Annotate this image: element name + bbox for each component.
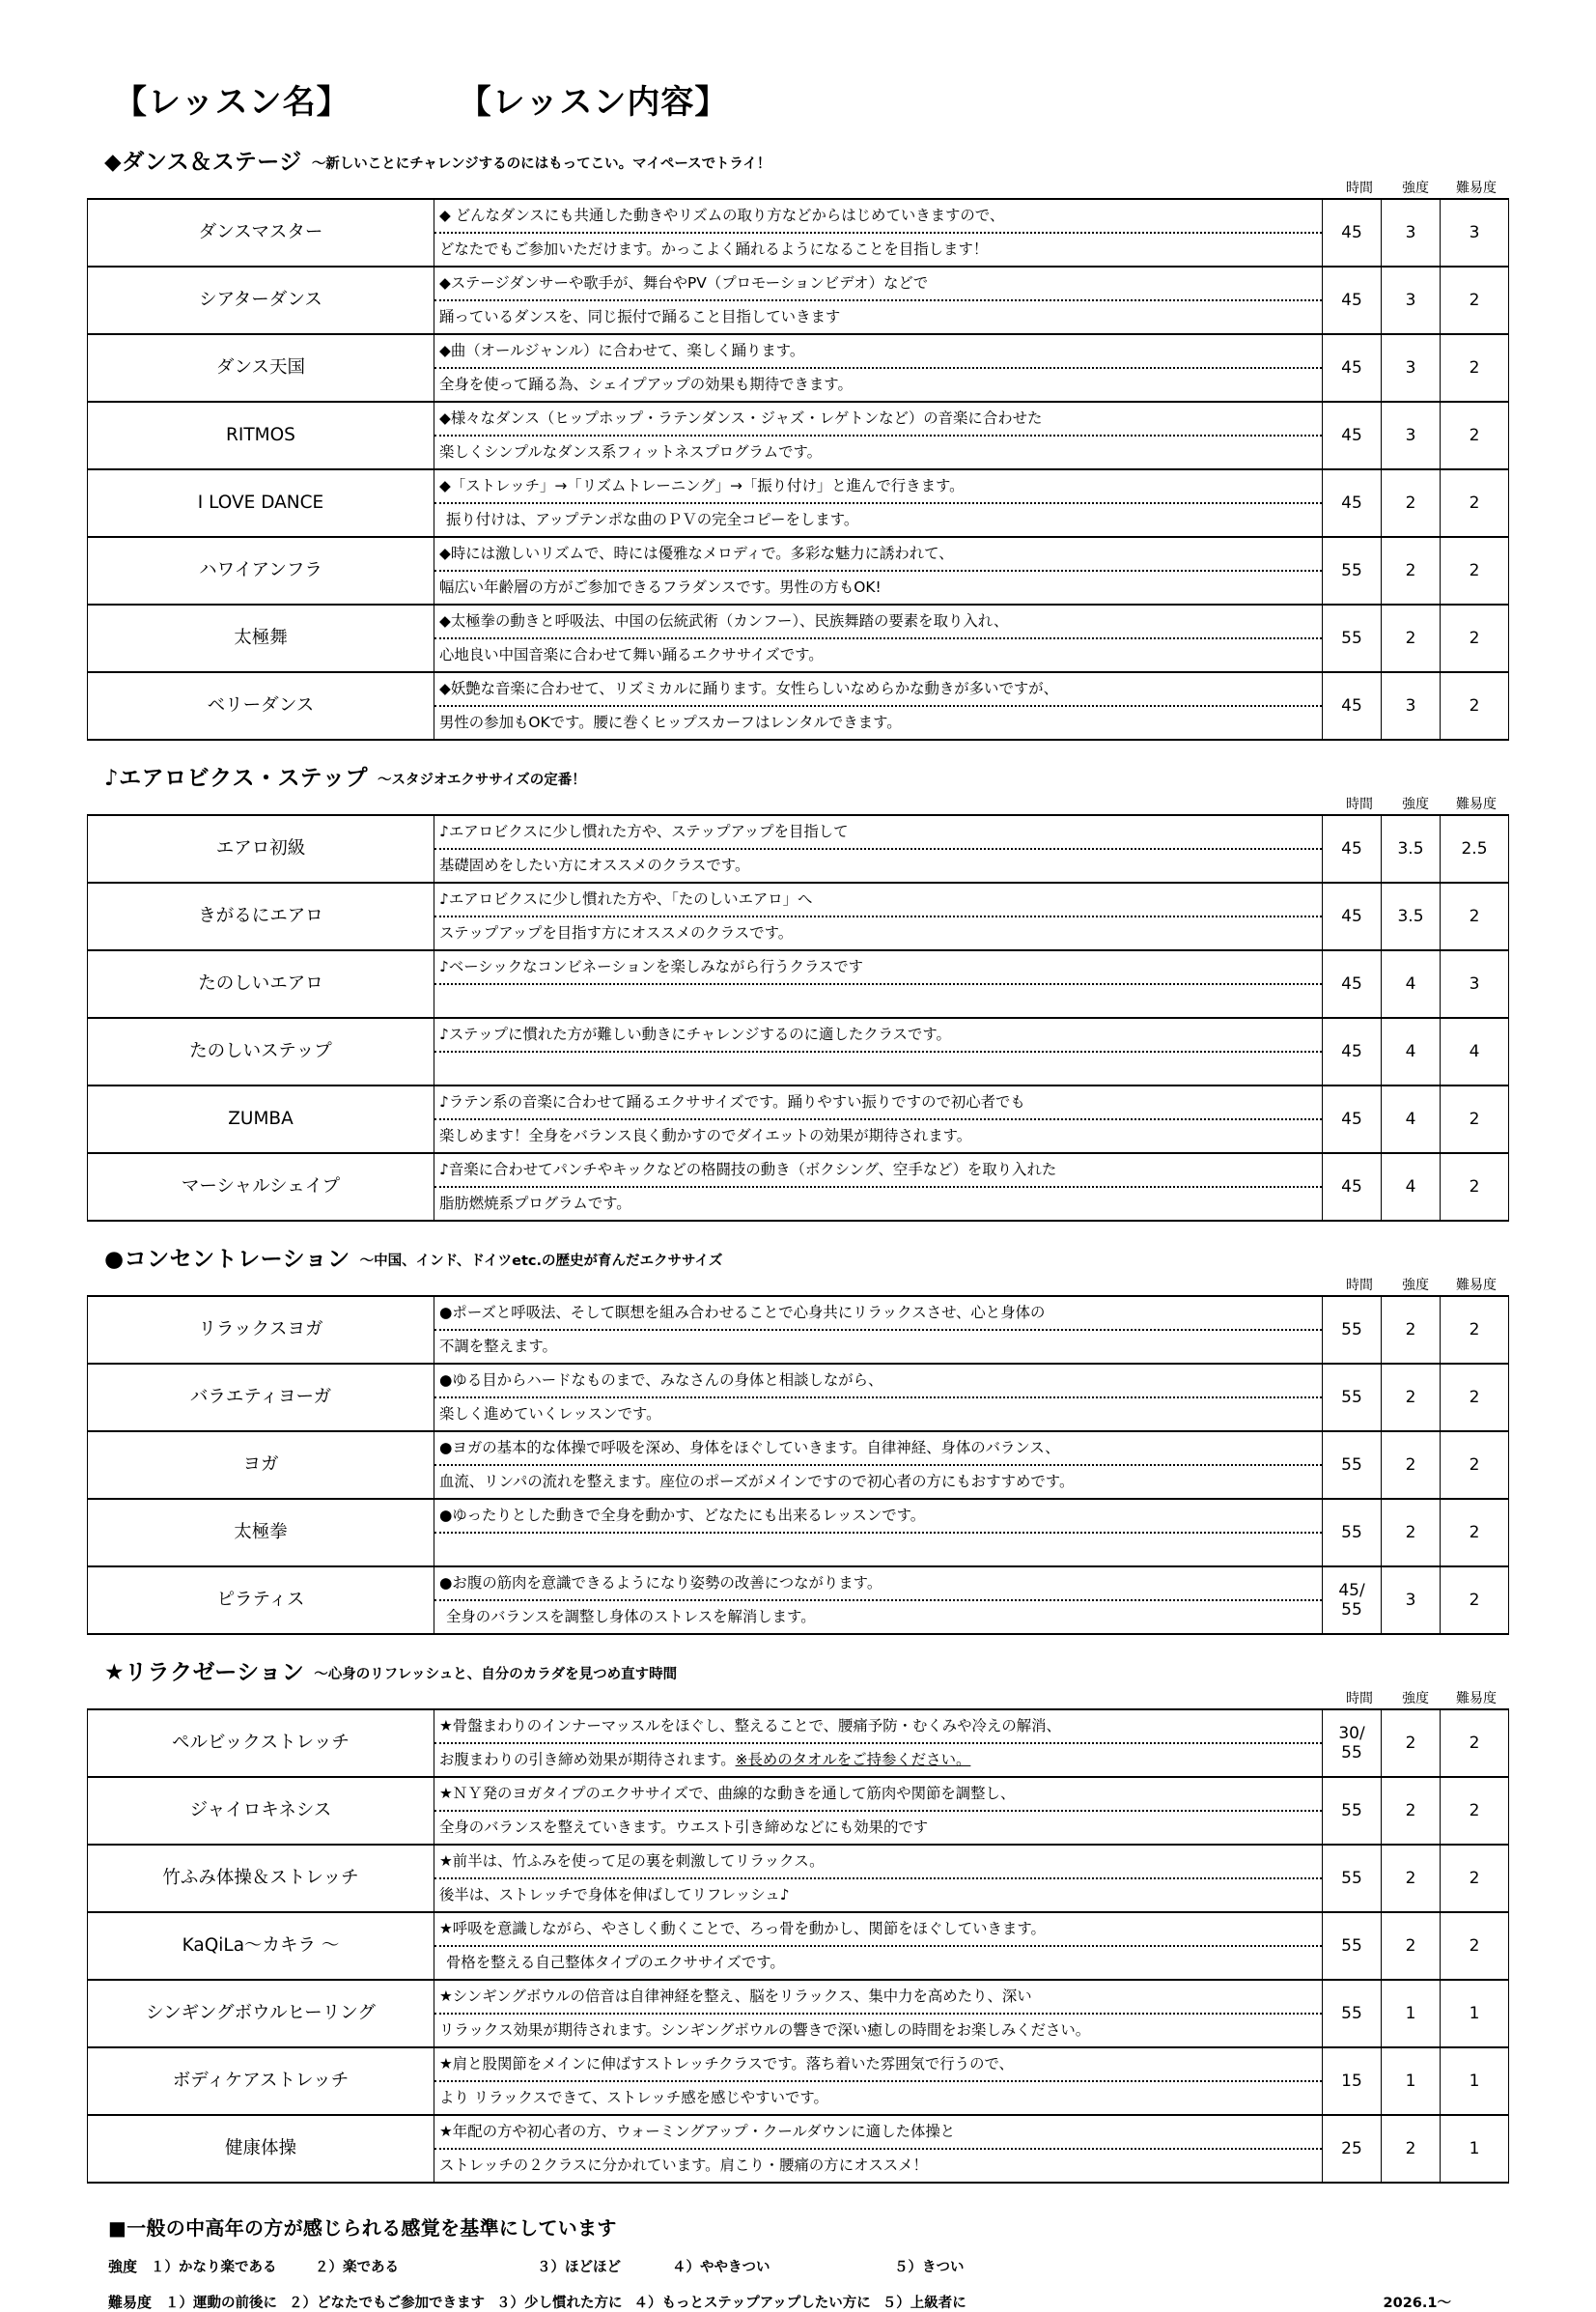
- lesson-name-cell: ボディケアストレッチ: [88, 2047, 434, 2115]
- column-header-strip: [87, 794, 1509, 813]
- time-cell: 30/ 55: [1323, 1709, 1382, 1777]
- intensity-item-3: ３）ほどほど: [537, 2260, 622, 2275]
- intensity-cell: 3.5: [1382, 883, 1441, 950]
- description-line-2: 血流、リンパの流れを整えます。座位のポーズがメインですので初心者の方にもおすすめです。: [439, 1473, 1075, 1490]
- column-header-time: 時間: [1346, 1278, 1373, 1293]
- table-row: [88, 1018, 1509, 1086]
- description-line-2: 全身を使って踊る為、シェイプアップの効果も期待できます。: [439, 376, 853, 393]
- intensity-cell: 3: [1382, 199, 1441, 267]
- lesson-description-cell: [434, 537, 1323, 605]
- description-line-1: ★呼吸を意識しながら、やさしく動くことで、ろっ骨を動かし、関節をほぐしていきます。: [434, 1913, 1322, 1947]
- intensity-cell: 2: [1382, 1912, 1441, 1980]
- description-line-2: [434, 985, 1322, 1017]
- description-line-2: [434, 1744, 1322, 1776]
- intensity-cell: 3: [1382, 267, 1441, 334]
- table-row: [88, 402, 1509, 469]
- difficulty-cell: 2: [1441, 605, 1509, 672]
- description-line-1: ♪ステップに慣れた方が難しい動きにチャレンジするのに適したクラスです。: [434, 1019, 1322, 1053]
- lesson-name-cell: 太極拳: [88, 1499, 434, 1566]
- table-row: [88, 1499, 1509, 1566]
- description-line-2: 心地良い中国音楽に合わせて舞い踊るエクササイズです。: [439, 646, 824, 663]
- lesson-description-cell: [434, 1153, 1323, 1221]
- column-header-time: 時間: [1346, 1691, 1373, 1706]
- intensity-cell: 4: [1382, 1018, 1441, 1086]
- description-line-1: ★ＮＹ発のヨガタイプのエクササイズで、曲線的な動きを通して筋肉や関節を調整し、: [434, 1778, 1322, 1812]
- time-cell: 45: [1323, 672, 1382, 740]
- difficulty-cell: 1: [1441, 1980, 1509, 2047]
- lesson-description-cell: [434, 1431, 1323, 1499]
- time-cell: 45: [1323, 402, 1382, 469]
- time-cell: 55: [1323, 537, 1382, 605]
- column-header-time: 時間: [1346, 181, 1373, 196]
- description-line-1: ●ゆったりとした動きで全身を動かす、どなたにも出来るレッスンです。: [434, 1500, 1322, 1534]
- time-cell: 55: [1323, 1912, 1382, 1980]
- description-line-1: ♪エアロビクスに少し慣れた方や、ステップアップを目指して: [434, 816, 1322, 850]
- intensity-cell: 3: [1382, 334, 1441, 402]
- description-line-2: 骨格を整える自己整体タイプのエクササイズです。: [446, 1954, 785, 1971]
- section-heading: [87, 760, 1509, 792]
- description-line-1: ◆ステージダンサーや歌手が、舞台やPV（プロモーションビデオ）などで: [434, 268, 1322, 301]
- difficulty-cell: 2: [1441, 469, 1509, 537]
- lesson-description-cell: [434, 815, 1323, 883]
- description-line-2: 振り付けは、アップテンポな曲のＰＶの完全コピーをします。: [446, 511, 859, 528]
- difficulty-cell: 2: [1441, 1566, 1509, 1634]
- lesson-name-cell: ハワイアンフラ: [88, 537, 434, 605]
- table-row: [88, 1912, 1509, 1980]
- table-row: [88, 334, 1509, 402]
- table-row: [88, 2047, 1509, 2115]
- lesson-name-cell: I LOVE DANCE: [88, 469, 434, 537]
- lesson-name-cell: きがるにエアロ: [88, 883, 434, 950]
- difficulty-cell: 2.5: [1461, 838, 1488, 859]
- intensity-cell: 2: [1382, 469, 1441, 537]
- table-row: [88, 1709, 1509, 1777]
- lesson-description-cell: [434, 1845, 1323, 1912]
- lesson-name-cell: マーシャルシェイプ: [88, 1153, 434, 1221]
- lesson-name-cell: 太極舞: [88, 605, 434, 672]
- column-header-intensity: 強度: [1402, 1691, 1429, 1706]
- time-cell: 45: [1323, 815, 1382, 883]
- description-line-2: 脂肪燃焼系プログラムです。: [439, 1195, 631, 1212]
- difficulty-cell: 1: [1441, 2047, 1509, 2115]
- lesson-name-cell: ダンスマスター: [88, 199, 434, 267]
- description-line-2: ステップアップを目指す方にオススメのクラスです。: [439, 924, 794, 942]
- revision-date: 2026.1～: [1383, 2296, 1451, 2311]
- lesson-description-cell: [434, 1709, 1323, 1777]
- lesson-name-cell: 健康体操: [88, 2115, 434, 2183]
- description-line-1: ♪ベーシックなコンビネーションを楽しみながら行うクラスです: [434, 951, 1322, 985]
- description-line-1: ●ゆる目からハードなものまで、みなさんの身体と相談しながら、: [434, 1365, 1322, 1398]
- intensity-cell: 4: [1382, 1153, 1441, 1221]
- difficulty-item-1: １）運動の前後に: [165, 2296, 278, 2311]
- description-line-2: 後半は、ストレッチで身体を伸ばしてリフレッシュ♪: [439, 1886, 790, 1903]
- section-heading: [87, 1654, 1509, 1686]
- lesson-name-cell: シンギングボウルヒーリング: [88, 1980, 434, 2047]
- lesson-name-cell: ペルビックストレッチ: [88, 1709, 434, 1777]
- table-row: [88, 537, 1509, 605]
- intensity-legend-label: 強度: [108, 2258, 138, 2275]
- time-cell: 45: [1323, 1086, 1382, 1153]
- difficulty-cell: 2: [1441, 1086, 1509, 1153]
- lesson-table: [87, 198, 1509, 741]
- lesson-description-cell: [434, 1296, 1323, 1364]
- description-line-1: ●ヨガの基本的な体操で呼吸を深め、身体をほぐしていきます。自律神経、身体のバランス、: [434, 1432, 1322, 1466]
- time-cell: 45/ 55: [1323, 1566, 1382, 1634]
- footer-legend: [87, 2213, 1509, 2312]
- time-cell: 15: [1323, 2047, 1382, 2115]
- lesson-description-cell: [434, 267, 1323, 334]
- sections-container: [87, 144, 1509, 2184]
- difficulty-item-2: ２）どなたでもご参加できます: [289, 2296, 486, 2311]
- table-row: [88, 672, 1509, 740]
- description-line-1: ★シンギングボウルの倍音は自律神経を整え、脳をリラックス、集中力を高めたり、深い: [434, 1981, 1322, 2015]
- time-cell: 55: [1323, 1364, 1382, 1431]
- intensity-cell: 2: [1382, 1431, 1441, 1499]
- time-cell: 45: [1323, 883, 1382, 950]
- intensity-cell: 2: [1382, 1499, 1441, 1566]
- section-heading: [87, 144, 1509, 176]
- intensity-cell: 2: [1382, 605, 1441, 672]
- time-cell: 45: [1323, 1018, 1382, 1086]
- difficulty-cell: 2: [1469, 1319, 1480, 1339]
- table-row: [88, 883, 1509, 950]
- section-title: ♪エアロビクス・ステップ: [104, 766, 368, 791]
- description-line-2: 楽しくシンプルなダンス系フィットネスプログラムです。: [439, 443, 823, 461]
- intensity-cell: 2: [1382, 2115, 1441, 2183]
- intensity-cell: 2: [1382, 1777, 1441, 1845]
- difficulty-cell: 2: [1469, 1733, 1480, 1753]
- table-row: [88, 267, 1509, 334]
- time-cell: 55: [1323, 1777, 1382, 1845]
- time-cell: 55: [1323, 1296, 1382, 1364]
- lesson-name-cell: 竹ふみ体操＆ストレッチ: [88, 1845, 434, 1912]
- column-header-intensity: 強度: [1402, 797, 1429, 812]
- lesson-description-cell: [434, 1566, 1323, 1634]
- difficulty-cell: 2: [1441, 267, 1509, 334]
- intensity-item-1: １）かなり楽である: [151, 2260, 277, 2275]
- column-header-difficulty: 難易度: [1456, 1278, 1497, 1293]
- lesson-name-cell: ダンス天国: [88, 334, 434, 402]
- description-line-2: ストレッチの２クラスに分かれています。肩こり・腰痛の方にオススメ！: [439, 2157, 928, 2174]
- lesson-name-cell: バラエティヨーガ: [88, 1364, 434, 1431]
- lesson-description-cell: [434, 1912, 1323, 1980]
- time-cell: 55: [1323, 1845, 1382, 1912]
- description-line-1: ★前半は、竹ふみを使って足の裏を刺激してリラックス。: [434, 1846, 1322, 1879]
- intensity-cell: 3: [1382, 402, 1441, 469]
- lesson-description-cell: [434, 1499, 1323, 1566]
- intensity-cell: 2: [1382, 1296, 1441, 1364]
- description-note-underlined: ※長めのタオルをご持参ください。: [735, 1751, 971, 1768]
- difficulty-item-5: ５）上級者に: [882, 2296, 966, 2311]
- description-line-1: ★骨盤まわりのインナーマッスルをほぐし、整えることで、腰痛予防・むくみや冷えの解消、: [434, 1710, 1322, 1744]
- lesson-section: [87, 1654, 1509, 2184]
- lesson-name-cell: KaQiLa～カキラ ～: [88, 1912, 434, 1980]
- table-row: [88, 1980, 1509, 2047]
- lesson-description-cell: [434, 1086, 1323, 1153]
- lesson-name-cell: ヨガ: [88, 1431, 434, 1499]
- section-heading: [87, 1241, 1509, 1273]
- table-row: [88, 1566, 1509, 1634]
- description-line-1: ♪音楽に合わせてパンチやキックなどの格闘技の動き（ボクシング、空手など）を取り入れた: [434, 1154, 1322, 1188]
- lesson-name-cell: リラックスヨガ: [88, 1296, 434, 1364]
- description-line-2: 楽しく進めていくレッスンです。: [439, 1405, 661, 1423]
- lesson-name-cell: RITMOS: [88, 402, 434, 469]
- description-line-2-text: お腹まわりの引き締め効果が期待されます。: [439, 1751, 736, 1768]
- description-line-1: ★肩と股関節をメインに伸ばすストレッチクラスです。落ち着いた雰囲気で行うので、: [434, 2048, 1322, 2082]
- description-line-2: 幅広い年齢層の方がご参加できるフラダンスです。男性の方もOK!: [439, 578, 882, 596]
- description-line-2: [434, 1053, 1322, 1085]
- intensity-cell: 2: [1382, 1364, 1441, 1431]
- description-line-2: [434, 1534, 1322, 1565]
- time-cell: 45: [1323, 1153, 1382, 1221]
- lesson-name-cell: ZUMBA: [88, 1086, 434, 1153]
- intensity-item-2: ２）楽である: [315, 2260, 400, 2275]
- column-header-strip: [87, 178, 1509, 197]
- column-header-intensity: 強度: [1402, 1278, 1429, 1293]
- lesson-name-title: 【レッスン名】: [114, 83, 350, 122]
- description-line-1: ◆様々なダンス（ヒップホップ・ラテンダンス・ジャズ・レゲトンなど）の音楽に合わせた: [434, 403, 1322, 437]
- lesson-name-cell: シアターダンス: [88, 267, 434, 334]
- description-line-1: ★年配の方や初心者の方、ウォーミングアップ・クールダウンに適した体操と: [434, 2116, 1322, 2150]
- lesson-name-cell: たのしいステップ: [88, 1018, 434, 1086]
- lesson-section: [87, 1241, 1509, 1635]
- difficulty-cell: 2: [1441, 1777, 1509, 1845]
- section-title: ★リラクゼーション: [104, 1660, 305, 1685]
- time-cell: 45: [1323, 469, 1382, 537]
- table-row: [88, 950, 1509, 1018]
- description-line-1: ◆時には激しいリズムで、時には優雅なメロディで。多彩な魅力に誘われて、: [434, 538, 1322, 572]
- lesson-description-cell: [434, 334, 1323, 402]
- difficulty-legend-row: [108, 2292, 1509, 2312]
- description-line-2: より リラックスできて、ストレッチ感を感じやすいです。: [439, 2089, 828, 2106]
- description-line-2: 全身のバランスを調整し身体のストレスを解消します。: [446, 1608, 816, 1625]
- difficulty-legend-label: 難易度: [108, 2294, 153, 2311]
- table-row: [88, 1845, 1509, 1912]
- difficulty-cell: 3: [1469, 222, 1480, 242]
- table-row: [88, 1086, 1509, 1153]
- lesson-description-cell: [434, 469, 1323, 537]
- description-line-1: ◆「ストレッチ」→「リズムトレーニング」→「振り付け」と進んで行きます。: [434, 470, 1322, 504]
- time-cell: 45: [1323, 267, 1382, 334]
- lesson-description-cell: [434, 1980, 1323, 2047]
- intensity-cell: 3.5: [1382, 815, 1441, 883]
- description-line-2: どなたでもご参加いただけます。かっこよく踊れるようになることを目指します！: [439, 240, 989, 258]
- lesson-table: [87, 1708, 1509, 2184]
- lesson-name-cell: ベリーダンス: [88, 672, 434, 740]
- difficulty-cell: 2: [1441, 402, 1509, 469]
- lesson-content-title: 【レッスン内容】: [458, 83, 729, 122]
- table-row: [88, 1431, 1509, 1499]
- difficulty-cell: 2: [1441, 1364, 1509, 1431]
- description-line-1: ●ポーズと呼吸法、そして瞑想を組み合わせることで心身共にリラックスさせ、心と身体の: [434, 1297, 1322, 1331]
- column-header-difficulty: 難易度: [1456, 797, 1497, 812]
- difficulty-cell: 2: [1441, 537, 1509, 605]
- table-row: [88, 1296, 1509, 1364]
- section-note: ～スタジオエクササイズの定番！: [378, 773, 586, 788]
- column-header-strip: [87, 1688, 1509, 1707]
- difficulty-cell: 1: [1441, 2115, 1509, 2183]
- table-row: [88, 1777, 1509, 1845]
- intensity-cell: 2: [1382, 537, 1441, 605]
- time-cell: 45: [1323, 199, 1382, 267]
- lesson-description-cell: [434, 2047, 1323, 2115]
- table-row: [88, 469, 1509, 537]
- section-note: ～中国、インド、ドイツetc.の歴史が育んだエクササイズ: [359, 1254, 723, 1269]
- description-line-2: リラックス効果が期待されます。シンギングボウルの響きで深い癒しの時間をお楽しみください。: [439, 2021, 1091, 2039]
- time-cell: 55: [1323, 1499, 1382, 1566]
- difficulty-cell: 2: [1441, 334, 1509, 402]
- difficulty-cell: 2: [1441, 1499, 1509, 1566]
- description-line-1: ♪エアロビクスに少し慣れた方や、「たのしいエアロ」へ: [434, 884, 1322, 917]
- section-title: ●コンセントレーション: [104, 1247, 350, 1272]
- lesson-name-cell: ジャイロキネシス: [88, 1777, 434, 1845]
- lesson-name-cell: エアロ初級: [88, 815, 434, 883]
- column-header-time: 時間: [1346, 797, 1373, 812]
- difficulty-legend-items: [165, 2292, 978, 2312]
- column-header-intensity: 強度: [1402, 181, 1429, 196]
- section-note: ～新しいことにチャレンジするのにはもってこい。マイペースでトライ！: [311, 156, 771, 172]
- description-line-2: 踊っているダンスを、同じ振付で踊ること目指していきます: [439, 308, 841, 325]
- description-line-1: ◆曲（オールジャンル）に合わせて、楽しく踊ります。: [434, 335, 1322, 369]
- column-header-difficulty: 難易度: [1456, 1691, 1497, 1706]
- intensity-cell: 3: [1382, 672, 1441, 740]
- lesson-description-cell: [434, 672, 1323, 740]
- table-row: [88, 1153, 1509, 1221]
- table-row: [88, 1364, 1509, 1431]
- lesson-name-cell: ピラティス: [88, 1566, 434, 1634]
- column-header-strip: [87, 1275, 1509, 1294]
- lesson-table: [87, 814, 1509, 1222]
- table-row: [88, 2115, 1509, 2183]
- difficulty-cell: 2: [1441, 1153, 1509, 1221]
- description-line-2: 楽しめます！全身をバランス良く動かすのでダイエットの効果が期待されます。: [439, 1127, 972, 1144]
- lesson-description-cell: [434, 2115, 1323, 2183]
- time-cell: 55: [1323, 1980, 1382, 2047]
- intensity-legend-items: [151, 2256, 965, 2276]
- intensity-legend-row: [108, 2256, 1509, 2276]
- description-line-2: 男性の参加もOKです。腰に巻くヒップスカーフはレンタルできます。: [439, 714, 902, 731]
- footer-heading: ■一般の中高年の方が感じられる感覚を基準にしています: [108, 2216, 617, 2240]
- difficulty-cell: 2: [1441, 672, 1509, 740]
- intensity-cell: 4: [1382, 1086, 1441, 1153]
- time-cell: 55: [1323, 605, 1382, 672]
- difficulty-cell: 2: [1441, 883, 1509, 950]
- intensity-cell: 4: [1382, 950, 1441, 1018]
- lesson-description-cell: [434, 1018, 1323, 1086]
- description-line-1: ◆妖艶な音楽に合わせて、リズミカルに踊ります。女性らしいなめらかな動きが多いですが、: [434, 673, 1322, 707]
- lesson-description-cell: [434, 402, 1323, 469]
- lesson-description-cell: [434, 605, 1323, 672]
- time-cell: 25: [1323, 2115, 1382, 2183]
- description-line-2: 不調を整えます。: [439, 1338, 557, 1355]
- difficulty-cell: 2: [1441, 1431, 1509, 1499]
- intensity-cell: 1: [1382, 1980, 1441, 2047]
- table-row: [88, 605, 1509, 672]
- description-line-1: ◆ どんなダンスにも共通した動きやリズムの取り方などからはじめていきますので、: [434, 200, 1322, 234]
- intensity-cell: 2: [1382, 1845, 1441, 1912]
- lesson-table: [87, 1295, 1509, 1635]
- intensity-cell: 1: [1382, 2047, 1441, 2115]
- intensity-item-5: ５）きつい: [894, 2260, 965, 2275]
- time-cell: 45: [1323, 950, 1382, 1018]
- lesson-name-cell: たのしいエアロ: [88, 950, 434, 1018]
- description-line-1: ♪ラテン系の音楽に合わせて踊るエクササイズです。踊りやすい振りですので初心者でも: [434, 1086, 1322, 1120]
- difficulty-cell: 2: [1441, 1912, 1509, 1980]
- lesson-description-cell: [434, 950, 1323, 1018]
- intensity-item-4: ４）ややきつい: [672, 2260, 770, 2275]
- intensity-cell: 3: [1382, 1566, 1441, 1634]
- difficulty-item-4: ４）もっとステップアップしたい方に: [633, 2296, 871, 2311]
- time-cell: 45: [1323, 334, 1382, 402]
- lesson-description-cell: [434, 1777, 1323, 1845]
- difficulty-cell: 3: [1441, 950, 1509, 1018]
- lesson-description-cell: [434, 883, 1323, 950]
- difficulty-cell: 2: [1441, 1845, 1509, 1912]
- time-cell: 55: [1323, 1431, 1382, 1499]
- intensity-cell: 2: [1382, 1709, 1441, 1777]
- section-note: ～心身のリフレッシュと、自分のカラダを見つめ直す時間: [314, 1667, 678, 1682]
- lesson-description-cell: [434, 1364, 1323, 1431]
- section-title: ◆ダンス＆ステージ: [104, 150, 302, 175]
- difficulty-cell: 4: [1441, 1018, 1509, 1086]
- table-row: [88, 199, 1509, 267]
- description-line-1: ●お腹の筋肉を意識できるようになり姿勢の改善につながります。: [434, 1567, 1322, 1601]
- lesson-description-cell: [434, 199, 1323, 267]
- table-row: [88, 815, 1509, 883]
- difficulty-item-3: ３）少し慣れた方に: [496, 2296, 623, 2311]
- lesson-section: [87, 760, 1509, 1222]
- page-title: [87, 75, 1509, 123]
- description-line-1: ◆太極拳の動きと呼吸法、中国の伝統武術（カンフー）、民族舞踏の要素を取り入れ、: [434, 606, 1322, 639]
- lesson-section: [87, 144, 1509, 741]
- description-line-2: 基礎固めをしたい方にオススメのクラスです。: [439, 857, 750, 874]
- column-header-difficulty: 難易度: [1456, 181, 1497, 196]
- description-line-2: 全身のバランスを整えていきます。ウエスト引き締めなどにも効果的です: [439, 1819, 929, 1836]
